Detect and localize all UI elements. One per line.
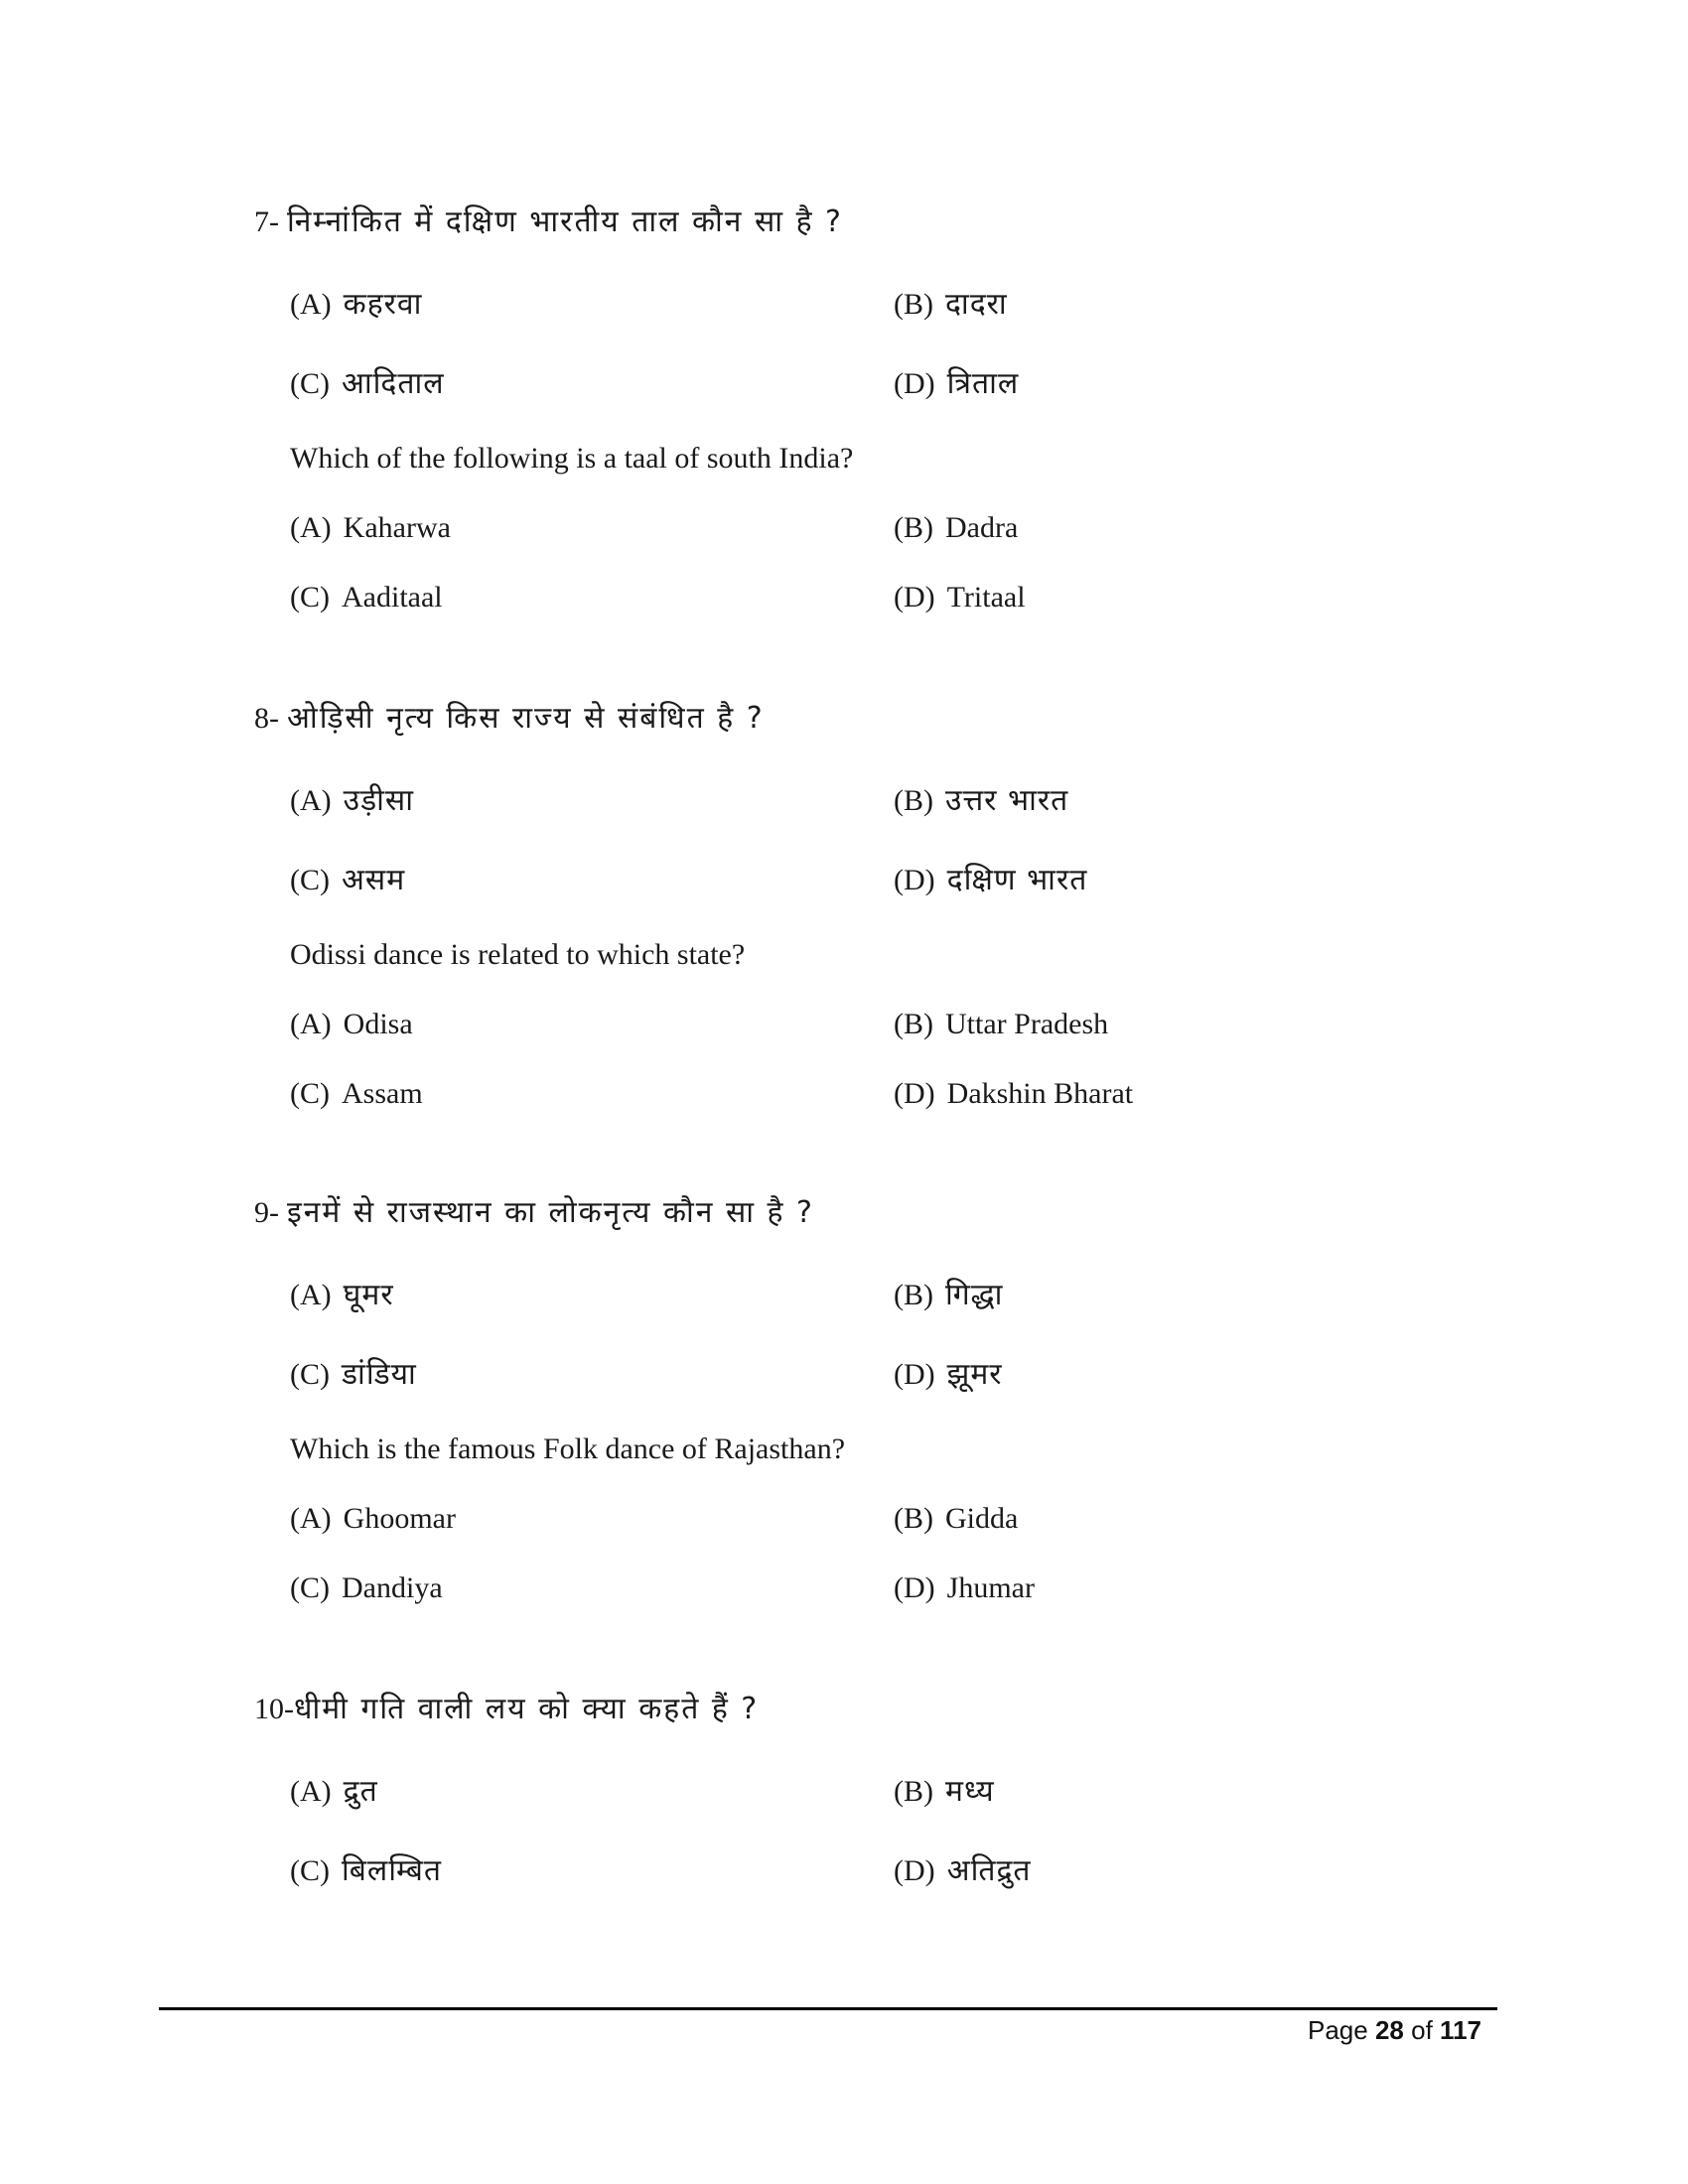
question-number: 8- (254, 702, 279, 735)
option-b: (B) दादरा (894, 287, 1008, 322)
question-text-english: Which of the following is a taal of south India? (290, 442, 854, 475)
question-number: 10- (254, 1693, 294, 1725)
hindi-options (290, 776, 1382, 935)
option-d: (D) त्रिताल (894, 366, 1020, 401)
footer-divider (159, 2007, 1497, 2010)
option-a: (A) कहरवा (290, 287, 423, 322)
option-b: (B) Dadra (894, 511, 1019, 544)
option-c: (C) डांडिया (290, 1357, 417, 1392)
page-number-footer (1308, 2015, 1481, 2046)
total-pages-number: 117 (1440, 2015, 1481, 2045)
option-b: (B) गिद्धा (894, 1278, 1004, 1312)
option-a: (A) द्रुत (290, 1774, 378, 1809)
question-text-english: Odissi dance is related to which state? (290, 938, 746, 971)
option-c: (C) आदिताल (290, 366, 445, 401)
option-d: (D) झूमर (894, 1357, 1003, 1392)
question-10-hindi (254, 1686, 1495, 1733)
option-c: (C) Aaditaal (290, 581, 443, 614)
option-b: (B) Gidda (894, 1502, 1019, 1535)
option-c: (C) बिलम्बित (290, 1853, 442, 1888)
of-word: of (1411, 2015, 1433, 2045)
option-d: (D) Dakshin Bharat (894, 1077, 1134, 1110)
hindi-options (290, 1767, 1382, 1926)
question-7 (254, 199, 1495, 647)
question-8-hindi (254, 695, 1495, 743)
option-c: (C) Dandiya (290, 1571, 443, 1604)
option-d: (D) अतिद्रुत (894, 1853, 1032, 1888)
question-9-hindi (254, 1189, 1495, 1237)
question-number: 9- (254, 1196, 279, 1229)
option-a: (A) Kaharwa (290, 511, 451, 544)
question-9 (254, 1189, 1495, 1638)
question-number: 7- (254, 205, 279, 238)
option-d: (D) दक्षिण भारत (894, 863, 1088, 897)
question-text-hindi: ओड़िसी नृत्य किस राज्य से संबंधित है ? (287, 701, 765, 736)
option-c: (C) Assam (290, 1077, 423, 1110)
option-a: (A) उड़ीसा (290, 783, 414, 818)
question-text-hindi: इनमें से राजस्थान का लोकनृत्य कौन सा है ? (287, 1195, 814, 1230)
question-text-hindi: निम्नांकित में दक्षिण भारतीय ताल कौन सा है ? (287, 205, 843, 239)
option-b: (B) मध्य (894, 1774, 995, 1809)
option-a: (A) Odisa (290, 1008, 413, 1040)
current-page-number: 28 (1374, 2015, 1404, 2045)
option-d: (D) Jhumar (894, 1571, 1035, 1604)
option-a: (A) Ghoomar (290, 1502, 456, 1535)
english-options (290, 1499, 1382, 1638)
hindi-options (290, 280, 1382, 439)
option-a: (A) घूमर (290, 1278, 394, 1312)
option-d: (D) Tritaal (894, 581, 1026, 614)
page-word: Page (1308, 2015, 1368, 2045)
option-b: (B) उत्तर भारत (894, 783, 1069, 818)
option-b: (B) Uttar Pradesh (894, 1008, 1109, 1040)
question-10 (254, 1686, 1495, 1926)
question-text-english: Which is the famous Folk dance of Rajasthan? (290, 1433, 846, 1465)
hindi-options (290, 1271, 1382, 1430)
question-8 (254, 695, 1495, 1144)
option-c: (C) असम (290, 863, 406, 897)
english-options (290, 508, 1382, 647)
question-text-hindi: धीमी गति वाली लय को क्या कहते हैं ? (294, 1692, 760, 1726)
english-options (290, 1005, 1382, 1144)
question-7-hindi (254, 199, 1495, 246)
